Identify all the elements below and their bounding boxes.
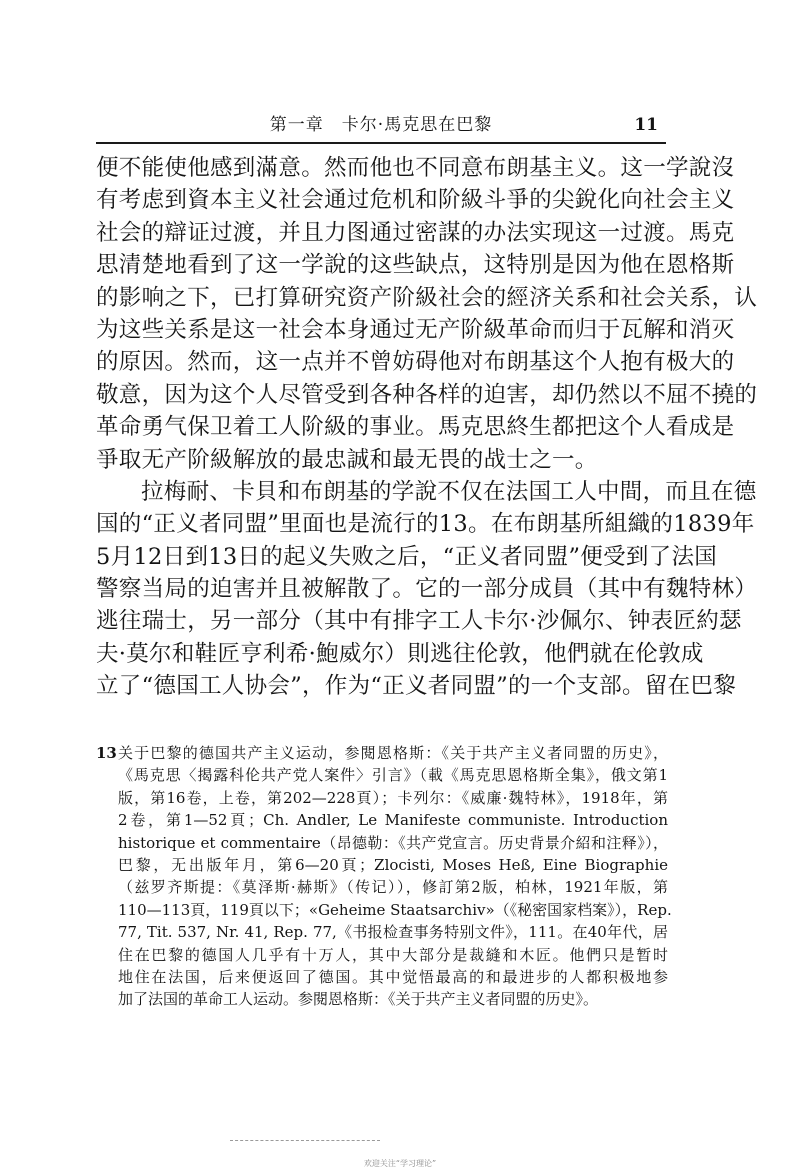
body-line: 逃往瑞士，另一部分（其中有排字工人卡尔·沙佩尔、钟表匠約瑟	[96, 608, 742, 635]
watermark-text: 欢迎关注“学习理论”	[363, 1159, 437, 1168]
footnote-line: 巴黎，无出版年月，第6—20頁；Zlocisti, Moses Heß, Eine Biographie	[118, 855, 668, 874]
body-line: 思清楚地看到了这一学說的这些缺点，这特別是因为他在恩格斯	[96, 252, 735, 279]
body-line: 有考虑到資本主义社会通过危机和阶級斗爭的尖銳化向社会主义	[96, 187, 735, 214]
body-line: 便不能使他感到滿意。然而他也不同意布朗基主义。这一学說沒	[96, 155, 735, 181]
footnote-block	[96, 742, 672, 1011]
body-line: 为这些关系是这一社会本身通过无产阶級革命而归于瓦解和消灭	[96, 316, 735, 343]
footnote-line: 加了法国的革命工人运动。参閱恩格斯：《关于共产主义者同盟的历史》。	[118, 990, 599, 1009]
footnote-line: 住在巴黎的德国人几乎有十万人，其中大部分是裁縫和木匠。他們只是暂时	[118, 945, 668, 964]
footnote-line: historique et commentaire（昂德勒：《共产党宣言。历史背景介紹和注释》），	[118, 833, 668, 852]
footnote-marker: 13	[96, 744, 117, 762]
footnote-line: 地住在法国，后来便返回了德国。其中觉悟最高的和最进步的人都积极地参	[118, 967, 668, 986]
footnote-line: 2卷，第1—52頁；Ch. Andler, Le Manifeste communiste. Introduction	[118, 811, 668, 830]
body-line: 社会的辯证过渡，并且力图通过密謀的办法实现这一过渡。馬克	[96, 219, 735, 246]
body-text	[96, 152, 758, 703]
footnote-line: 《馬克思〈揭露科伦共产党人案件〉引言》（載《馬克思恩格斯全集》，俄文第1	[118, 766, 668, 785]
footnote-line	[96, 742, 668, 764]
body-line: 爭取无产阶級解放的最忠誠和最无畏的战士之一。	[96, 446, 598, 473]
body-line: 的原因。然而，这一点并不曾妨碍他对布朗基这个人抱有极大的	[96, 349, 735, 376]
body-line: 警察当局的迫害并且被解散了。它的一部分成員（其中有魏特林）	[96, 576, 758, 603]
body-line: 5月12日到13日的起义失败之后，“正义者同盟”便受到了法国	[96, 543, 718, 570]
page-number: 11	[634, 115, 658, 135]
footnote-text: 关于巴黎的德国共产主义运动，参閱恩格斯：《关于共产主义者同盟的历史》，	[118, 744, 668, 762]
footnote-line: 版，第16卷，上卷，第202—228頁）；卡列尔：《威廉·魏特林》，1918年，第	[118, 788, 668, 807]
body-line: 国的“正义者同盟”里面也是流行的13。在布朗基所組織的1839年	[96, 511, 755, 538]
body-line: 的影响之下，已打算研究资产阶級社会的經济关系和社会关系，认	[96, 284, 758, 311]
running-title: 第一章 卡尔·馬克思在巴黎	[269, 115, 493, 135]
running-header	[96, 112, 666, 144]
body-line: 夫·莫尔和鞋匠亨利希·鮑威尔）則逃往伦敦，他們就在伦敦成	[96, 640, 704, 667]
bottom-divider	[230, 1140, 380, 1141]
body-line: 革命勇气保卫着工人阶級的事业。馬克思終生都把这个人看成是	[96, 414, 735, 441]
body-line: 敬意，因为这个人尽管受到各种各样的迫害，却仍然以不屈不撓的	[96, 381, 758, 408]
footnote-line: （兹罗齐斯提：《莫泽斯·赫斯》（传记）），修訂第2版，柏林，1921年版，第	[118, 878, 668, 897]
footnote-line: 77, Tit. 537, Nr. 41, Rep. 77,《书报检查事务特别文件》，111。在40年代，居	[118, 923, 668, 942]
body-line: 立了“德国工人协会”，作为“正义者同盟”的一个支部。留在巴黎	[96, 673, 737, 700]
body-line: 拉梅耐、卡貝和布朗基的学說不仅在法国工人中間，而且在德	[141, 478, 757, 505]
footnote-line: 110—113頁，119頁以下；«Geheime Staatsarchiv»（《秘密国家档案》），Rep.	[118, 900, 672, 919]
